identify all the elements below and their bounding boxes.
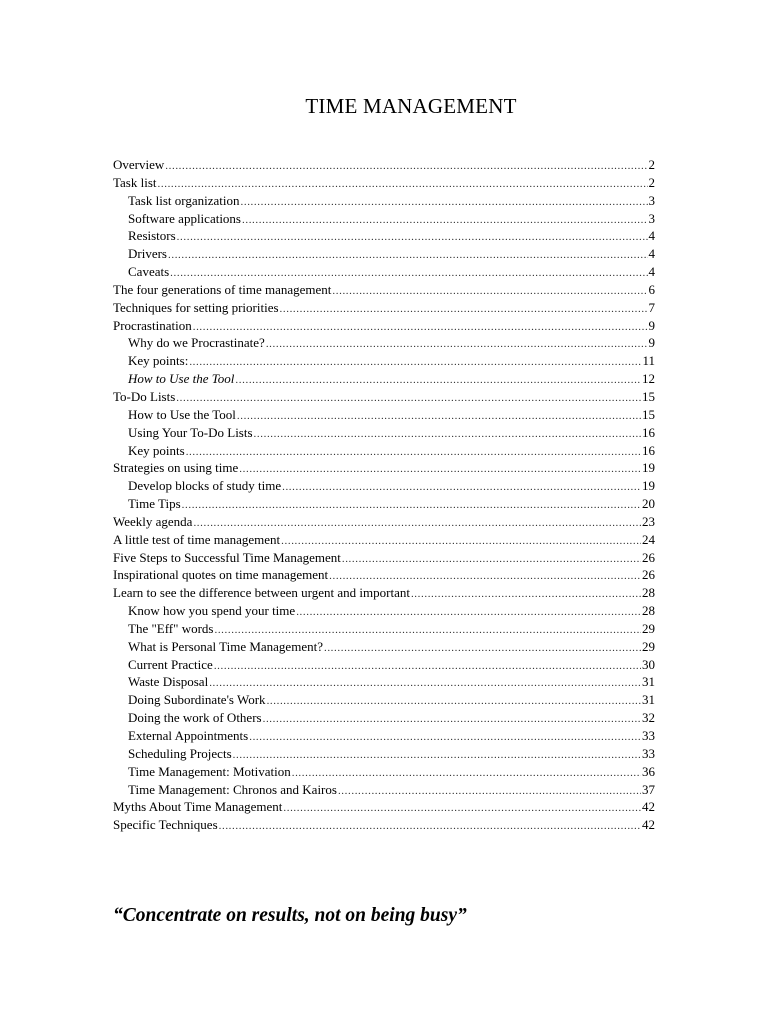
toc-dot-leader <box>329 568 641 584</box>
toc-entry-label: Doing Subordinate's Work <box>128 692 266 708</box>
toc-dot-leader <box>209 675 641 691</box>
toc-entry-label: Current Practice <box>128 656 213 672</box>
toc-entry-label: Time Tips <box>128 496 181 512</box>
toc-entry-page-number: 15 <box>642 388 655 404</box>
toc-entry-page-number: 33 <box>642 745 655 761</box>
toc-entry[interactable] <box>113 798 655 816</box>
toc-entry-label: Waste Disposal <box>128 674 209 690</box>
toc-dot-leader <box>342 551 641 567</box>
toc-entry[interactable] <box>113 281 655 299</box>
toc-entry-label: Task list organization <box>128 192 240 208</box>
toc-entry[interactable] <box>113 513 655 531</box>
toc-dot-leader <box>267 693 641 709</box>
toc-entry-page-number: 19 <box>642 478 655 494</box>
toc-entry-page-number: 28 <box>642 585 655 601</box>
toc-entry-label: Myths About Time Management <box>113 799 283 815</box>
toc-dot-leader <box>214 622 641 638</box>
toc-entry-page-number: 26 <box>642 549 655 565</box>
toc-dot-leader <box>168 247 648 263</box>
toc-entry-page-number: 42 <box>642 817 655 833</box>
toc-entry-page-number: 2 <box>648 157 655 172</box>
toc-entry-label: Drivers <box>128 246 167 262</box>
toc-entry-label: The "Eff" words <box>128 620 214 636</box>
toc-entry-page-number: 7 <box>648 299 655 315</box>
toc-dot-leader <box>282 479 641 495</box>
toc-entry[interactable] <box>113 370 655 388</box>
toc-entry-label: Specific Techniques <box>113 817 218 833</box>
toc-entry-page-number: 9 <box>648 317 655 333</box>
toc-entry[interactable] <box>113 638 655 656</box>
toc-entry[interactable] <box>113 442 655 460</box>
toc-entry[interactable] <box>113 263 655 281</box>
toc-entry[interactable] <box>113 816 655 834</box>
toc-dot-leader <box>239 461 641 477</box>
toc-dot-leader <box>237 408 641 424</box>
toc-entry-page-number: 16 <box>642 424 655 440</box>
toc-entry[interactable] <box>113 334 655 352</box>
toc-dot-leader <box>411 586 641 602</box>
toc-entry-label: How to Use the Tool <box>128 371 235 387</box>
toc-entry-page-number: 36 <box>642 763 655 779</box>
toc-entry-page-number: 32 <box>642 710 655 726</box>
toc-dot-leader <box>281 533 641 549</box>
toc-entry-label: Learn to see the difference between urgent and important <box>113 585 410 601</box>
toc-entry[interactable] <box>113 477 655 495</box>
toc-entry-page-number: 2 <box>648 174 655 190</box>
toc-entry-label: Overview <box>113 157 165 172</box>
toc-entry-label: Software applications <box>128 210 241 226</box>
toc-entry-label: Inspirational quotes on time management <box>113 567 329 583</box>
toc-dot-leader <box>193 515 641 531</box>
toc-entry[interactable] <box>113 656 655 674</box>
toc-dot-leader <box>193 319 648 335</box>
toc-dot-leader <box>338 783 641 799</box>
toc-dot-leader <box>186 444 641 460</box>
toc-entry[interactable] <box>113 245 655 263</box>
toc-dot-leader <box>332 283 647 299</box>
toc-dot-leader <box>189 354 641 370</box>
toc-entry[interactable] <box>113 745 655 763</box>
closing-quote: “Concentrate on results, not on being busy” <box>113 905 467 926</box>
toc-entry-page-number: 4 <box>648 246 655 262</box>
toc-dot-leader <box>214 658 641 674</box>
toc-entry[interactable] <box>113 388 655 406</box>
toc-entry[interactable] <box>113 584 655 602</box>
toc-entry-label: To-Do Lists <box>113 388 176 404</box>
toc-entry-page-number: 16 <box>642 442 655 458</box>
toc-dot-leader <box>249 729 641 745</box>
toc-entry-page-number: 4 <box>648 228 655 244</box>
toc-entry-label: Why do we Procrastinate? <box>128 335 265 351</box>
toc-entry[interactable] <box>113 459 655 477</box>
toc-entry-label: How to Use the Tool <box>128 406 236 422</box>
toc-dot-leader <box>165 158 647 174</box>
toc-entry[interactable] <box>113 174 655 192</box>
toc-entry-page-number: 26 <box>642 567 655 583</box>
toc-entry-label: Time Management: Motivation <box>128 763 291 779</box>
toc-entry-label: Task list <box>113 174 157 190</box>
toc-entry[interactable] <box>113 317 655 335</box>
toc-entry[interactable] <box>113 602 655 620</box>
toc-entry-label: Key points: <box>128 353 189 369</box>
toc-entry[interactable] <box>113 531 655 549</box>
toc-dot-leader <box>283 800 641 816</box>
toc-dot-leader <box>280 301 648 317</box>
toc-entry-page-number: 31 <box>642 674 655 690</box>
toc-entry-label: Know how you spend your time <box>128 603 296 619</box>
table-of-contents <box>113 156 655 834</box>
toc-dot-leader <box>233 747 641 763</box>
toc-entry-page-number: 3 <box>648 210 655 226</box>
toc-entry-page-number: 24 <box>642 531 655 547</box>
toc-entry-label: Time Management: Chronos and Kairos <box>128 781 337 797</box>
toc-entry-page-number: 28 <box>642 603 655 619</box>
toc-entry[interactable] <box>113 673 655 691</box>
toc-entry-label: A little test of time management <box>113 531 281 547</box>
toc-dot-leader <box>263 711 641 727</box>
toc-entry-page-number: 11 <box>642 353 655 369</box>
toc-entry-label: Caveats <box>128 264 170 280</box>
toc-dot-leader <box>296 604 641 620</box>
toc-entry-page-number: 4 <box>648 264 655 280</box>
toc-entry[interactable] <box>113 406 655 424</box>
toc-entry-label: Resistors <box>128 228 176 244</box>
toc-entry-label: Key points <box>128 442 185 458</box>
toc-entry-page-number: 12 <box>642 371 655 387</box>
toc-entry[interactable] <box>113 763 655 781</box>
toc-dot-leader <box>266 336 648 352</box>
toc-dot-leader <box>219 818 641 834</box>
toc-dot-leader <box>158 176 648 192</box>
toc-dot-leader <box>235 372 641 388</box>
toc-entry[interactable] <box>113 299 655 317</box>
toc-entry-page-number: 33 <box>642 728 655 743</box>
toc-entry-label: Develop blocks of study time <box>128 478 282 494</box>
toc-entry[interactable] <box>113 352 655 370</box>
toc-dot-leader <box>177 229 648 245</box>
toc-entry-page-number: 23 <box>642 513 655 529</box>
toc-dot-leader <box>176 390 641 406</box>
toc-entry[interactable] <box>113 691 655 709</box>
toc-entry-page-number: 15 <box>642 406 655 422</box>
toc-dot-leader <box>254 426 641 442</box>
toc-entry-label: The four generations of time management <box>113 281 332 297</box>
toc-entry-page-number: 30 <box>642 656 655 672</box>
toc-entry-label: Weekly agenda <box>113 513 193 529</box>
toc-entry-page-number: 31 <box>642 692 655 708</box>
toc-entry[interactable] <box>113 192 655 210</box>
toc-entry-label: Strategies on using time <box>113 460 239 476</box>
toc-dot-leader <box>292 765 641 781</box>
toc-entry[interactable] <box>113 709 655 727</box>
toc-entry[interactable] <box>113 727 655 745</box>
toc-entry-label: External Appointments <box>128 728 249 743</box>
toc-entry-page-number: 29 <box>642 638 655 654</box>
toc-entry-page-number: 37 <box>642 781 655 797</box>
toc-dot-leader <box>170 265 647 281</box>
toc-entry[interactable] <box>113 620 655 638</box>
toc-entry[interactable] <box>113 566 655 584</box>
toc-entry-label: Using Your To-Do Lists <box>128 424 253 440</box>
toc-entry-page-number: 42 <box>642 799 655 815</box>
toc-entry-label: Five Steps to Successful Time Management <box>113 549 341 565</box>
toc-dot-leader <box>241 194 648 210</box>
toc-entry[interactable] <box>113 424 655 442</box>
toc-entry-page-number: 19 <box>642 460 655 476</box>
toc-entry[interactable] <box>113 549 655 567</box>
toc-entry-page-number: 20 <box>642 496 655 512</box>
toc-dot-leader <box>242 212 648 228</box>
toc-dot-leader <box>182 497 641 513</box>
toc-entry-label: Procrastination <box>113 317 192 333</box>
toc-entry[interactable] <box>113 227 655 245</box>
toc-entry-page-number: 3 <box>648 192 655 208</box>
toc-dot-leader <box>324 640 641 656</box>
toc-entry-page-number: 29 <box>642 620 655 636</box>
toc-entry-label: What is Personal Time Management? <box>128 638 323 654</box>
toc-entry-page-number: 6 <box>648 281 655 297</box>
page-title: TIME MANAGEMENT <box>305 94 517 118</box>
toc-entry[interactable] <box>113 210 655 228</box>
toc-entry[interactable] <box>113 156 655 174</box>
toc-entry-label: Techniques for setting priorities <box>113 299 279 315</box>
toc-entry[interactable] <box>113 781 655 799</box>
toc-entry-label: Doing the work of Others <box>128 710 262 726</box>
toc-entry-page-number: 9 <box>648 335 655 351</box>
toc-entry[interactable] <box>113 495 655 513</box>
toc-entry-label: Scheduling Projects <box>128 745 232 761</box>
